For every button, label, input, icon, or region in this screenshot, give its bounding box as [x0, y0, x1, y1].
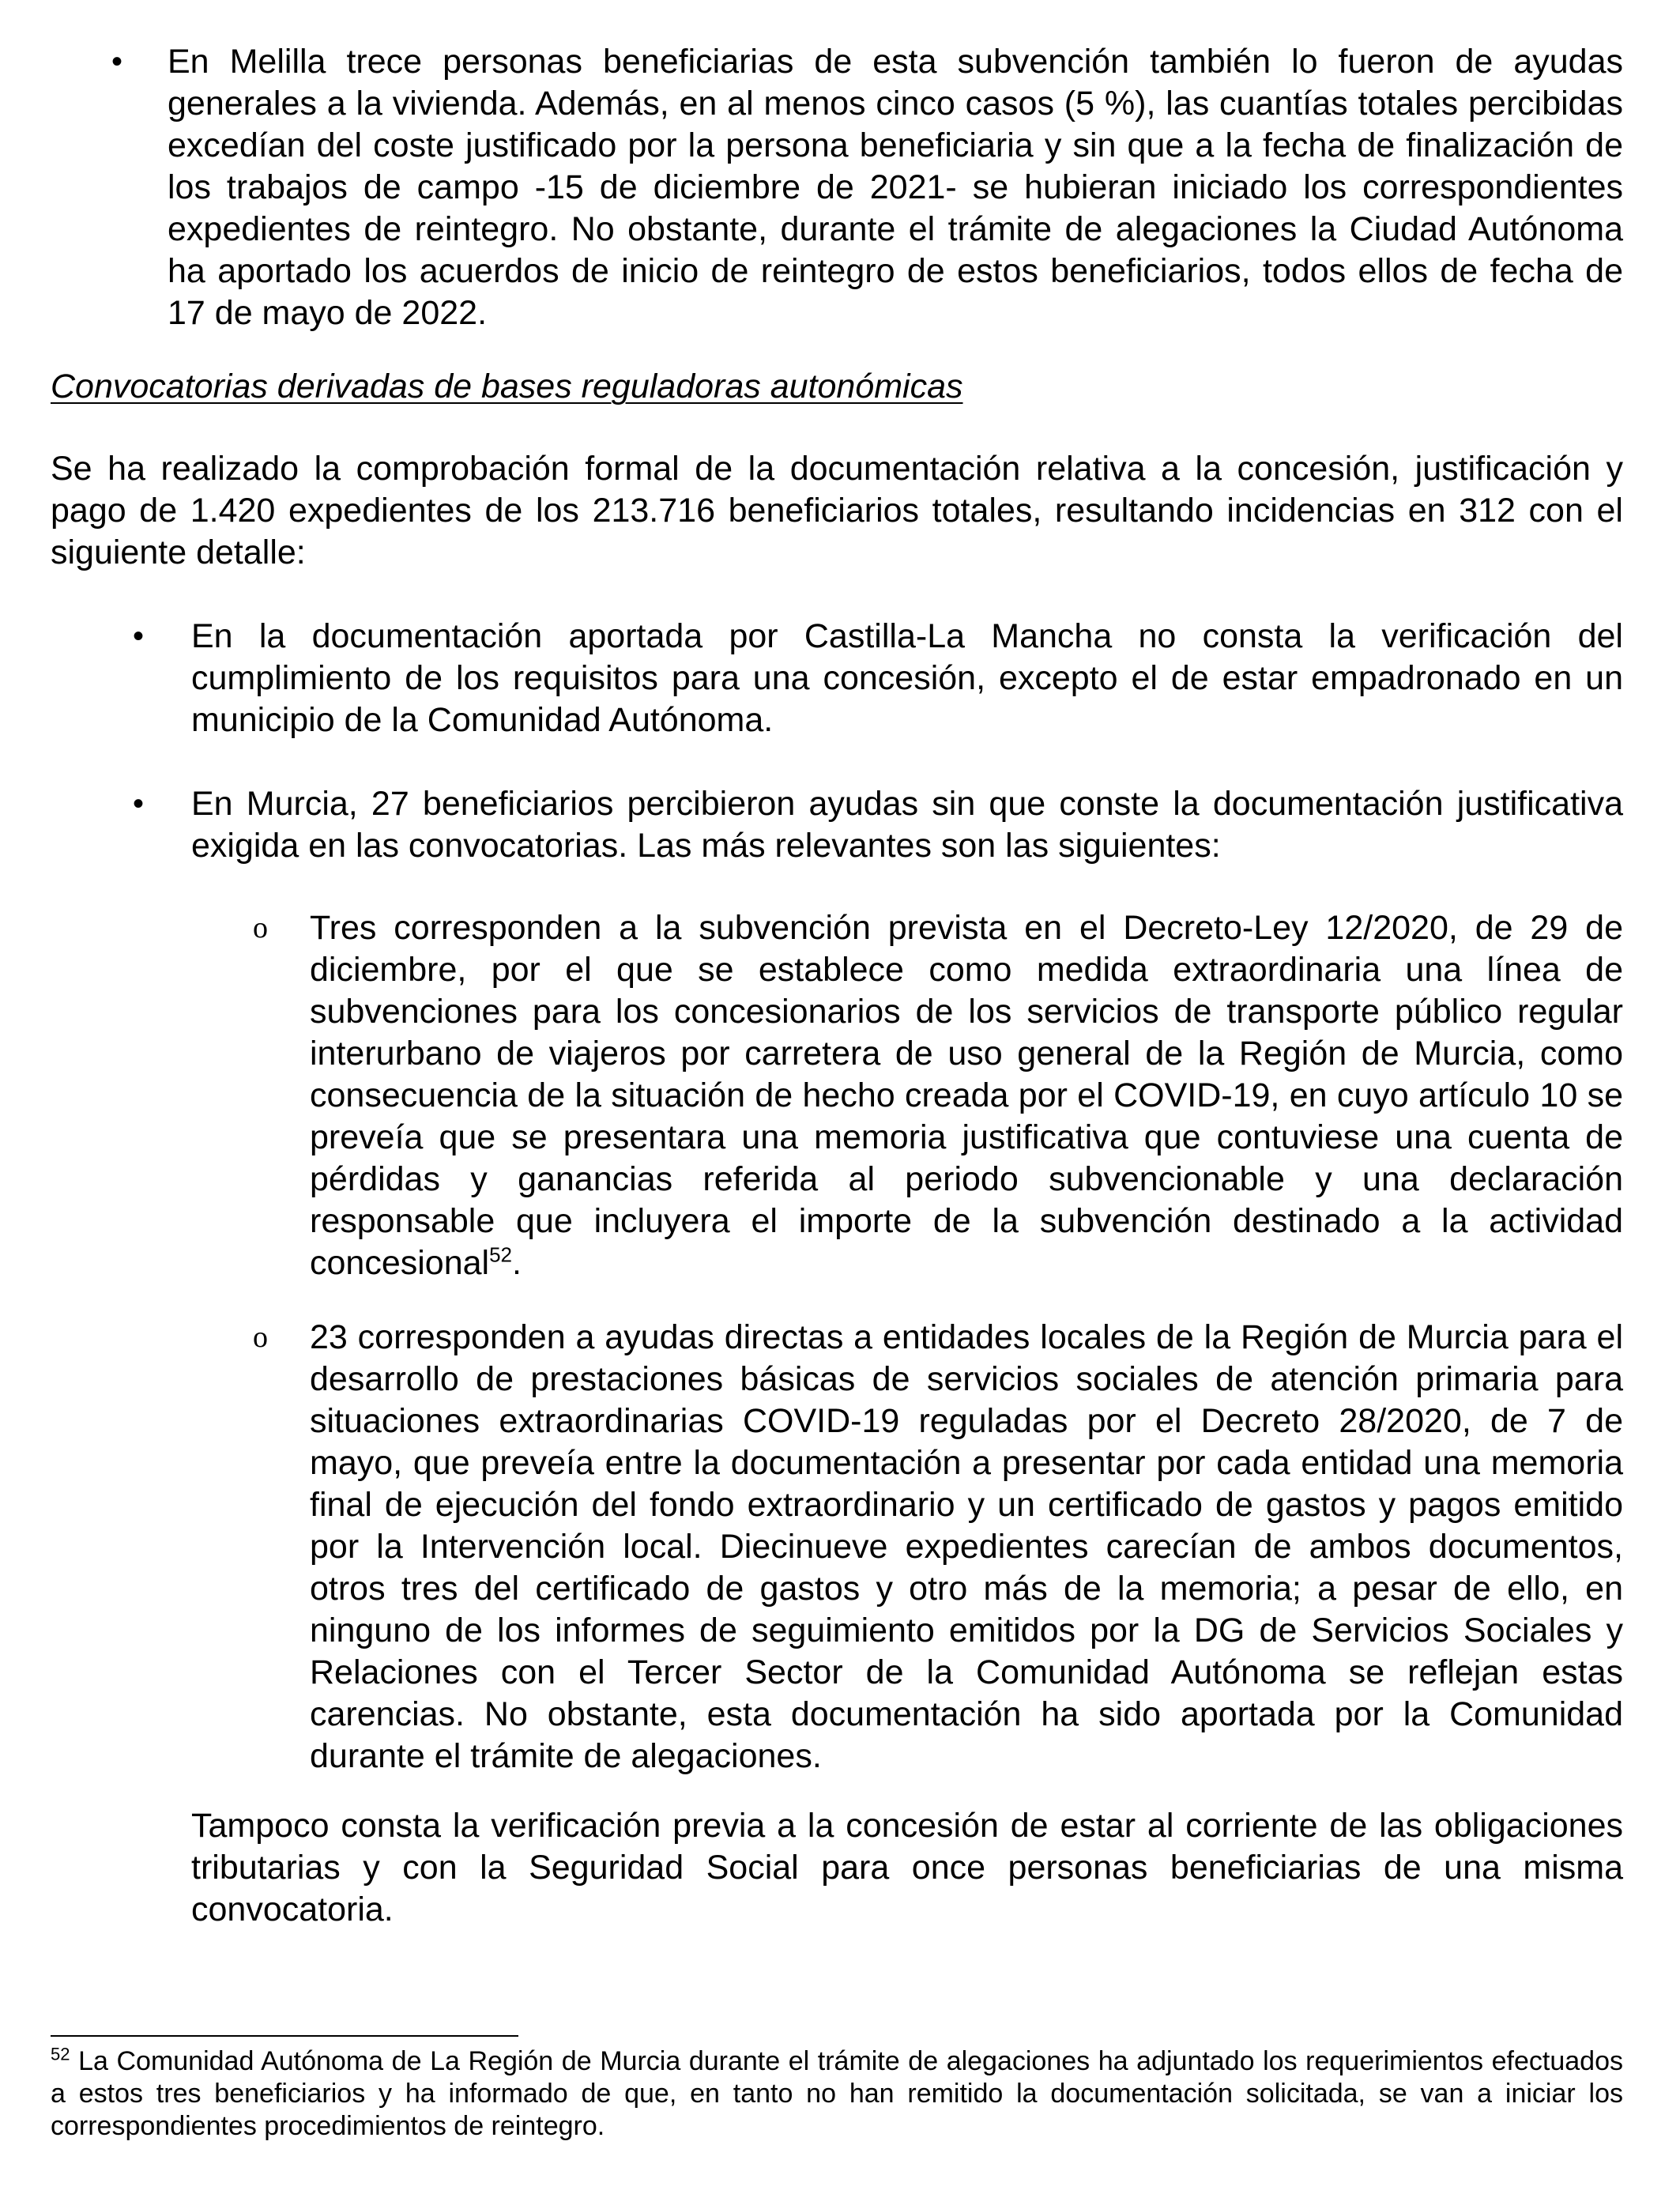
sub-bullet-marker: o [253, 911, 268, 944]
castilla-paragraph: En la documentación aportada por Castilla-La Mancha no consta la verificación del cumplimiento de los requisitos para una concesión, excepto el de estar empadronado en un municipio de la Comunidad Autónoma. [191, 617, 1623, 739]
sub-item-transport-end: . [512, 1244, 522, 1282]
bullet-marker: • [133, 786, 145, 821]
footnote-separator [51, 2035, 518, 2037]
intro-paragraph: Se ha realizado la comprobación formal de la documentación relativa a la concesión, justificación y pago de 1.420 expedientes de los 213.716 beneficiarios totales, resultando incidencias en 312 con el siguiente detalle: [51, 450, 1623, 571]
footnote-text: La Comunidad Autónoma de La Región de Murcia durante el trámite de alegaciones ha adjuntado los requerimientos efectuados a estos tres beneficiarios y ha informado de que, en tanto no han remitido la documentación solicitada, se van a iniciar los correspondientes procedimientos de reintegro. [51, 2046, 1623, 2141]
closing-paragraph: Tampoco consta la verificación previa a la concesión de estar al corriente de las obligaciones tributarias y con la Seguridad Social para once personas beneficiarias de una misma convocatoria. [191, 1807, 1623, 1928]
footnote-reference: 52 [489, 1242, 513, 1267]
section-heading: Convocatorias derivadas de bases reguladoras autonómicas [51, 368, 963, 405]
murcia-paragraph: En Murcia, 27 beneficiarios percibieron ayudas sin que conste la documentación justificativa exigida en las convocatorias. Las más relevantes son las siguientes: [191, 785, 1623, 865]
bullet-marker: • [111, 44, 123, 79]
sub-item-social-services: 23 corresponden a ayudas directas a entidades locales de la Región de Murcia para el desarrollo de prestaciones básicas de servicios sociales de atención primaria para situaciones extraordinarias COVID-19 reguladas por el Decreto 28/2020, de 7 de mayo, que preveía entre la documentación a presentar por cada entidad una memoria final de ejecución del fondo extraordinario y un certificado de gastos y pagos emitido por la Intervención local. Diecinueve expedientes carecían de ambos documentos, otros tres del certificado de gastos y otro más de la memoria; a pesar de ello, en ninguno de los informes de seguimiento emitidos por la DG de Servicios Sociales y Relaciones con el Tercer Sector de la Comunidad Autónoma se reflejan estas carencias. No obstante, esta documentación ha sido aportada por la Comunidad durante el trámite de alegaciones. [310, 1318, 1623, 1775]
footnote [51, 2045, 1623, 2143]
sub-bullet-marker: o [253, 1321, 268, 1354]
footnote-number: 52 [51, 2044, 70, 2064]
bullet-marker: • [133, 619, 145, 654]
melilla-paragraph: En Melilla trece personas beneficiarias de esta subvención también lo fueron de ayudas generales a la vivienda. Además, en al menos cinco casos (5 %), las cuantías totales percibidas excedían del coste justificado por la persona beneficiaria y sin que a la fecha de finalización de los trabajos de campo -15 de diciembre de 2021- se hubieran iniciado los correspondientes expedientes de reintegro. No obstante, durante el trámite de alegaciones la Ciudad Autónoma ha aportado los acuerdos de inicio de reintegro de estos beneficiarios, todos ellos de fecha de 17 de mayo de 2022. [168, 43, 1623, 332]
sub-item-transport [310, 907, 1623, 1284]
sub-item-transport-text: Tres corresponden a la subvención prevista en el Decreto-Ley 12/2020, de 29 de diciembre, por el que se establece como medida extraordinaria una línea de subvenciones para los concesionarios de los servicios de transporte público regular interurbano de viajeros por carretera de uso general de la Región de Murcia, como consecuencia de la situación de hecho creada por el COVID-19, en cuyo artículo 10 se preveía que se presentara una memoria justificativa que contuviese una cuenta de pérdidas y ganancias referida al periodo subvencionable y una declaración responsable que incluyera el importe de la subvención destinado a la actividad concesional [310, 909, 1623, 1282]
